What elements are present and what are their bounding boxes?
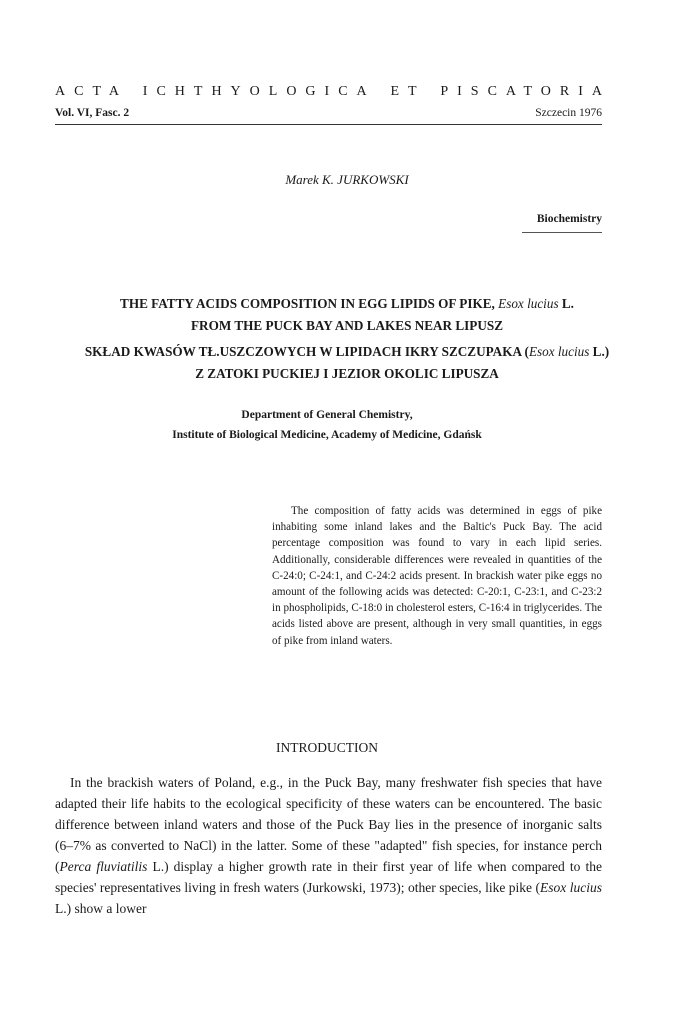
title-en-species: Esox lucius bbox=[498, 296, 559, 311]
volume-number: Vol. VI, Fasc. 2 bbox=[55, 107, 130, 119]
volume-line bbox=[55, 107, 602, 119]
title-pl-species: Esox lucius bbox=[528, 344, 590, 359]
title-english bbox=[40, 293, 654, 337]
title-en-line2: FROM THE PUCK BAY AND LAKES NEAR LIPUSZ bbox=[190, 318, 504, 333]
affiliation-institute: Institute of Biological Medicine, Academy of Medicine, Gdańsk bbox=[172, 429, 482, 441]
journal-word-4: PISCATORIA bbox=[440, 84, 611, 99]
author-name: Marek K. JURKOWSKI bbox=[285, 172, 409, 187]
section-heading-introduction: INTRODUCTION bbox=[276, 740, 378, 755]
title-en-line1: THE FATTY ACIDS COMPOSITION IN EGG LIPIDS OF PIKE, Esox lucius L. bbox=[120, 296, 574, 311]
journal-word-1: ACTA bbox=[55, 84, 128, 99]
affiliation bbox=[0, 405, 654, 445]
affiliation-department: Department of General Chemistry, bbox=[241, 409, 413, 421]
journal-word-2: ICHTHYOLOGICA bbox=[142, 84, 376, 99]
journal-title bbox=[55, 84, 611, 100]
perch-species: Perca fluviatilis bbox=[59, 859, 148, 874]
introduction-paragraph: In the brackish waters of Poland, e.g., in the Puck Bay, many freshwater fish species that have adapted their life habits to the ecological specificity of these waters can be encountered. The basic difference between inland waters and those of the Puck Bay lies in the presence of inorganic salts (6–7% as converted to NaCl) in the latter. Some of these "adapted" fish species, for instance perch (Perca fluviatilis L.) display a higher growth rate in their first year of life when compared to the species' representatives living in fresh waters (Jurkowski, 1973); other species, like pike (Esox lucius L.) show a lower bbox=[55, 775, 602, 916]
title-pl-line1: SKŁAD KWASÓW TŁ.USZCZOWYCH W LIPIDACH IKRY SZCZUPAKA (Esox lucius L.) bbox=[84, 344, 610, 359]
abstract: The composition of fatty acids was determined in eggs of pike inhabiting some inland lakes and the Baltic's Puck Bay. The acid percentage composition was found to vary in each lipid series. Additionally, considerable differences were revealed in quantities of the C-24:0; C-24:1, and C-24:2 acids present. In brackish water pike eggs no amount of the following acids was detected: C-20:1, C-23:1, and C-23:2 in phospholipids, C-18:0 in cholesterol esters, C-16:4 in triglycerides. The acids listed above are present, although in very small quantities, in eggs of pike from inland waters. bbox=[272, 505, 602, 647]
journal-word-3: ET bbox=[390, 84, 426, 99]
pike-species: Esox lucius bbox=[540, 880, 602, 895]
subject-field: Biochemistry bbox=[536, 213, 602, 225]
field-underline bbox=[522, 232, 602, 233]
title-pl-line2: Z ZATOKI PUCKIEJ I JEZIOR OKOLIC LIPUSZA bbox=[195, 366, 499, 381]
header-rule bbox=[55, 124, 602, 125]
place-year: Szczecin 1976 bbox=[535, 107, 602, 119]
title-polish bbox=[40, 341, 654, 385]
